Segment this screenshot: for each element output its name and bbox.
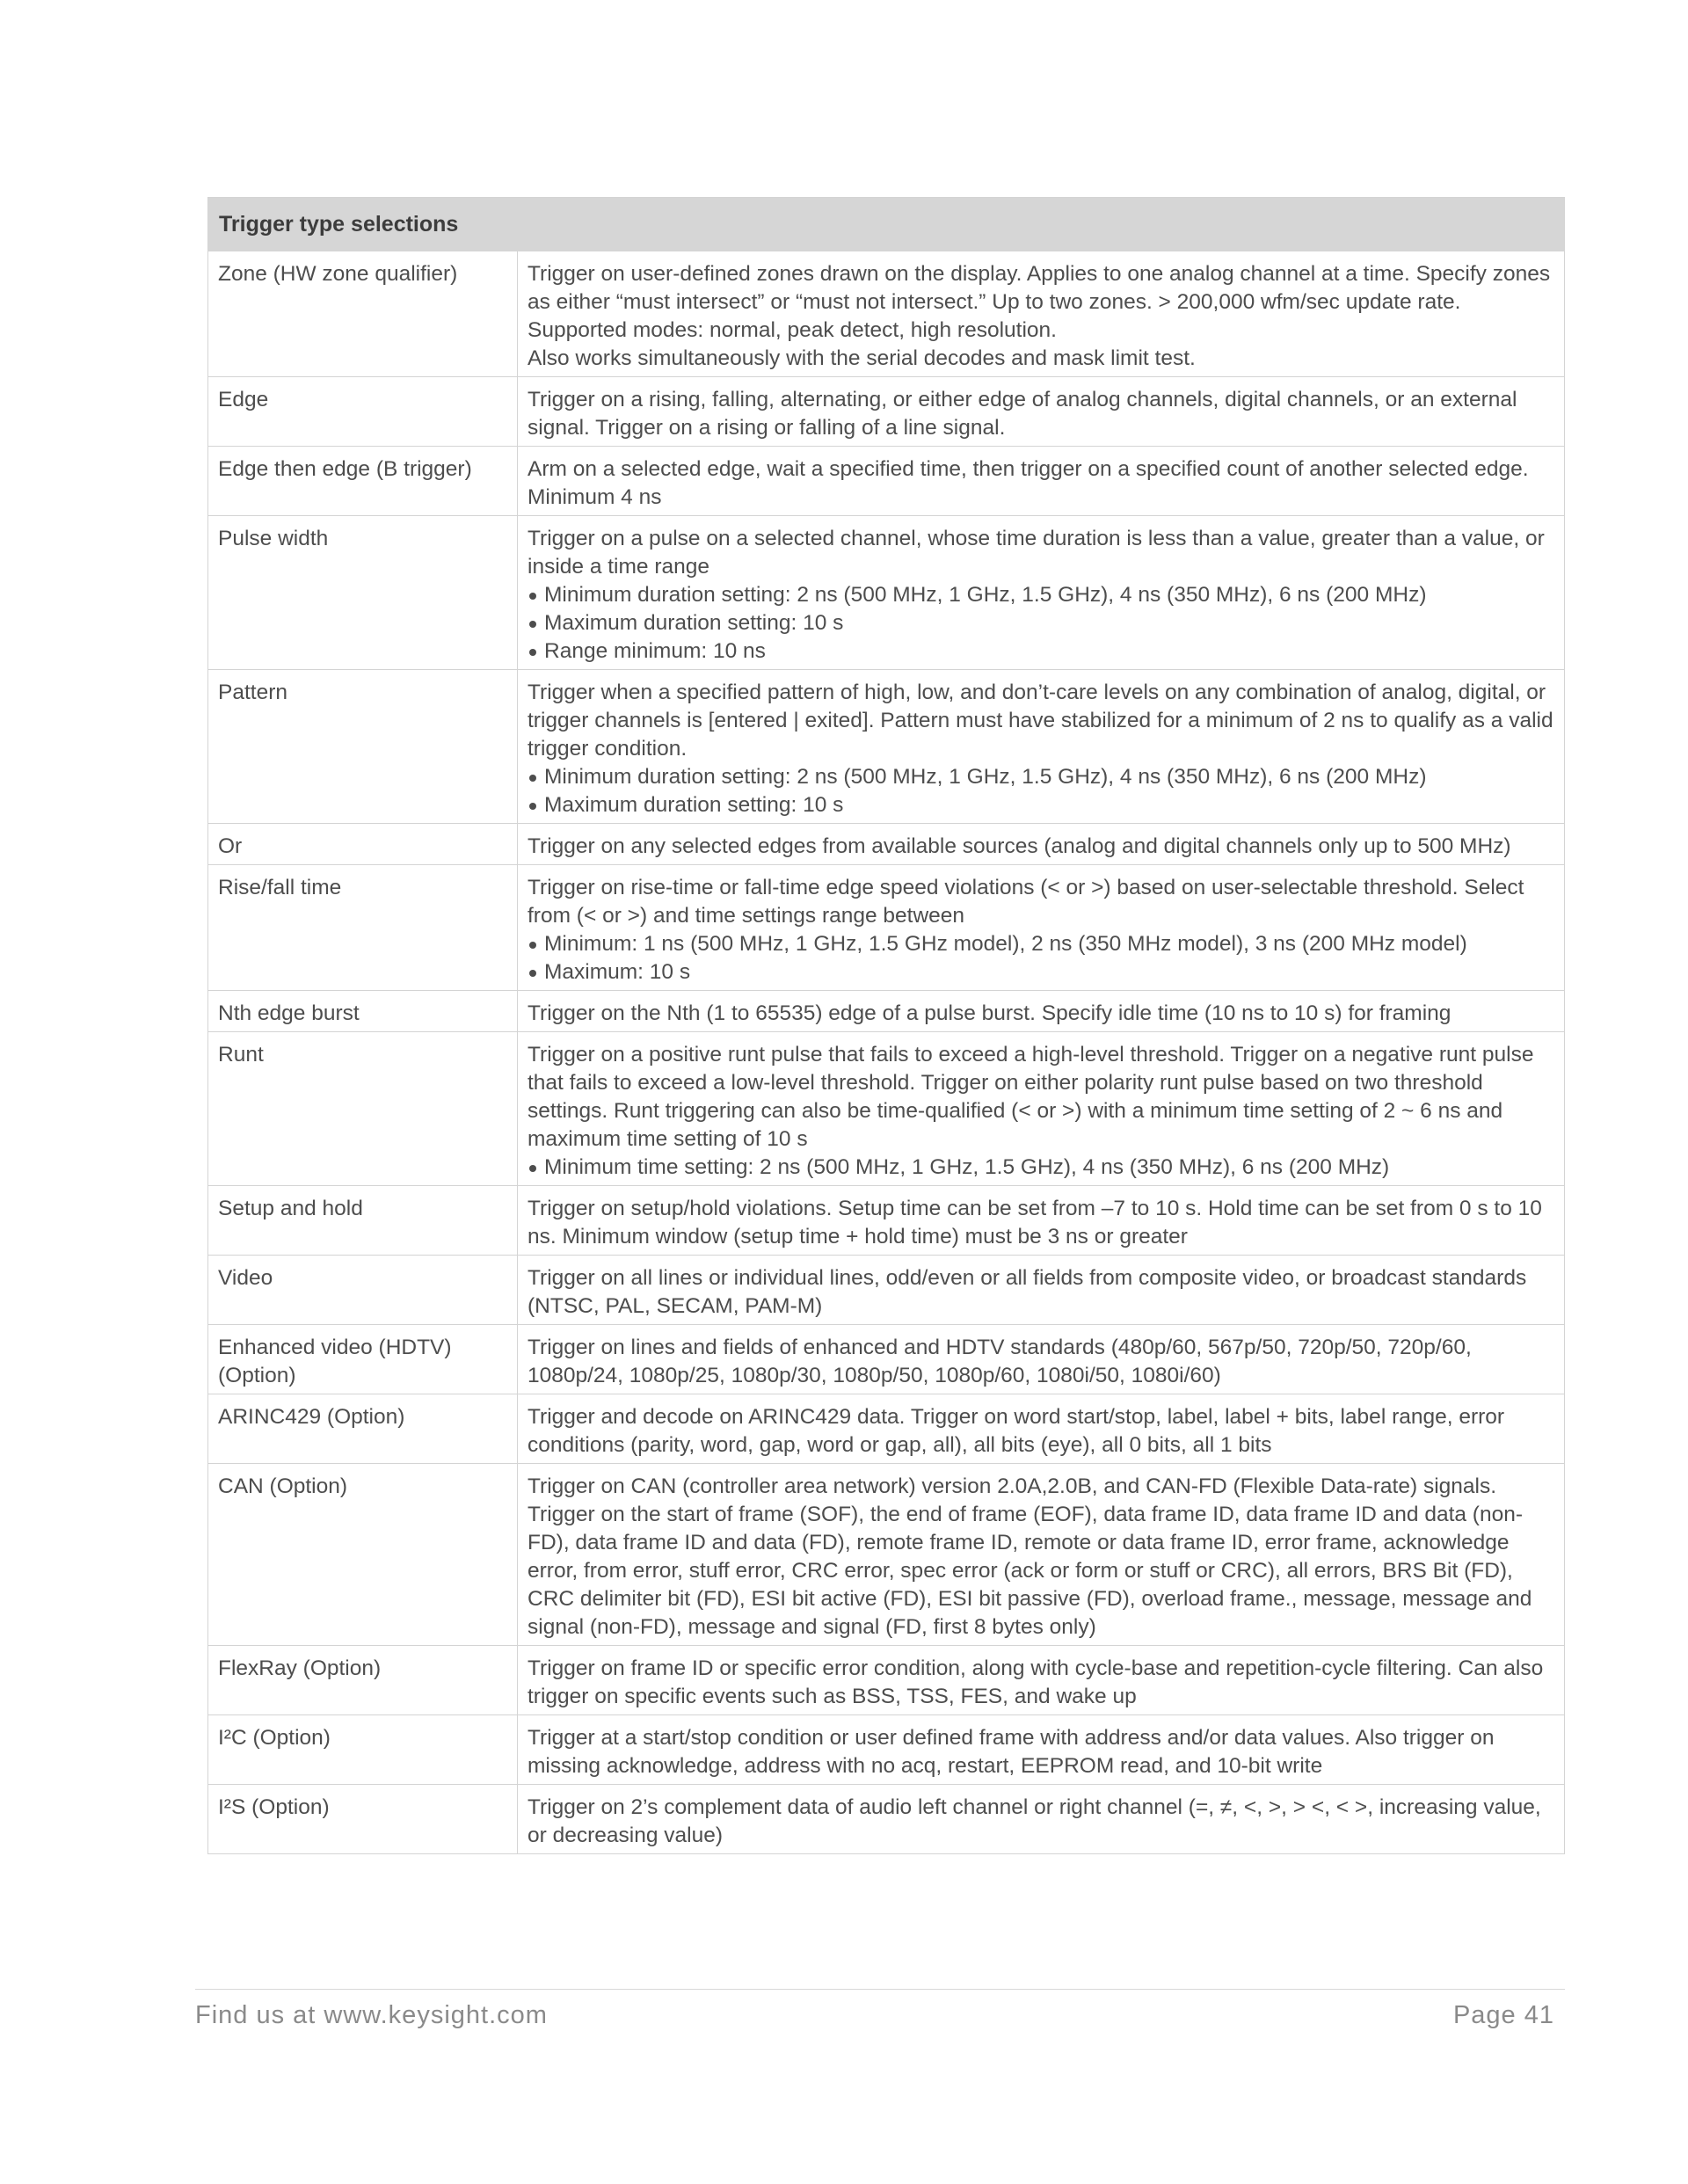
table-row: [208, 670, 1565, 824]
description-bullet: Minimum duration setting: 2 ns (500 MHz, 1 GHz, 1.5 GHz), 4 ns (350 MHz), 6 ns (200 MHz): [528, 581, 1554, 609]
description-line: Supported modes: normal, peak detect, high resolution.: [528, 318, 1057, 342]
description-line: Also works simultaneously with the serial decodes and mask limit test.: [528, 346, 1196, 370]
description-bullet-list: [528, 930, 1554, 986]
description-line: Trigger on lines and fields of enhanced and HDTV standards (480p/60, 567p/50, 720p/50, 720p/60, 1080p/24, 1080p/25, 1080p/30, 1080p/50, 1080p/60, 1080i/50, 1080i/60): [528, 1336, 1472, 1387]
trigger-type-name: CAN (Option): [208, 1464, 518, 1646]
table-header-row: [208, 198, 1565, 251]
description-bullet-list: [528, 581, 1554, 666]
trigger-type-name: Nth edge burst: [208, 991, 518, 1032]
table-row: [208, 865, 1565, 991]
trigger-type-description: [518, 377, 1565, 447]
table-row: [208, 251, 1565, 377]
trigger-type-description: [518, 991, 1565, 1032]
trigger-type-description: [518, 1186, 1565, 1256]
table-row: [208, 824, 1565, 865]
table-row: [208, 1646, 1565, 1715]
trigger-type-name: Video: [208, 1256, 518, 1325]
table-row: [208, 447, 1565, 516]
trigger-type-name: Edge: [208, 377, 518, 447]
trigger-type-description: [518, 670, 1565, 824]
description-line: Trigger on rise-time or fall-time edge speed violations (< or >) based on user-selectable threshold. Select from (< or >) and time settings range between: [528, 876, 1524, 928]
trigger-type-name: ARINC429 (Option): [208, 1394, 518, 1464]
trigger-type-description: [518, 1464, 1565, 1646]
table-row: [208, 377, 1565, 447]
trigger-type-description: [518, 824, 1565, 865]
trigger-type-description: [518, 251, 1565, 377]
trigger-type-name: Setup and hold: [208, 1186, 518, 1256]
trigger-type-name: I²S (Option): [208, 1785, 518, 1854]
description-bullet-list: [528, 1154, 1554, 1182]
trigger-type-description: [518, 1715, 1565, 1785]
trigger-type-name: Pulse width: [208, 516, 518, 670]
trigger-type-description: [518, 1256, 1565, 1325]
table-row: [208, 1464, 1565, 1646]
table-row: [208, 1785, 1565, 1854]
table-row: [208, 1032, 1565, 1186]
trigger-type-description: [518, 516, 1565, 670]
trigger-type-name: Enhanced video (HDTV) (Option): [208, 1325, 518, 1394]
trigger-type-name: FlexRay (Option): [208, 1646, 518, 1715]
trigger-type-name: Edge then edge (B trigger): [208, 447, 518, 516]
table-title: Trigger type selections: [208, 198, 1565, 251]
footer-page-number: Page 41: [1452, 2001, 1554, 2029]
description-line: Trigger on CAN (controller area network) version 2.0A,2.0B, and CAN-FD (Flexible Data-rate) signals. Trigger on the start of frame (SOF), the end of frame (EOF), data frame ID, data frame ID and data (non-FD), data frame ID and data (FD), remote frame ID, remote or data frame ID, error frame, acknowledge error, from error, stuff error, CRC error, spec error (ack or form or stuff or CRC), all errors, BRS Bit (FD), CRC delimiter bit (FD), ESI bit active (FD), ESI bit passive (FD), overload frame., message, message and signal (non-FD), message and signal (FD, first 8 bytes only): [528, 1474, 1532, 1639]
trigger-type-name: Rise/fall time: [208, 865, 518, 991]
description-bullet: Maximum duration setting: 10 s: [528, 609, 1554, 637]
footer-website: Find us at www.keysight.com: [195, 2001, 548, 2029]
trigger-type-description: [518, 447, 1565, 516]
table-row: [208, 1256, 1565, 1325]
trigger-type-description: [518, 1785, 1565, 1854]
description-bullet-list: [528, 763, 1554, 819]
description-line: Trigger on frame ID or specific error condition, along with cycle-base and repetition-cycle filtering. Can also trigger on specific events such as BSS, TSS, FES, and wake up: [528, 1656, 1544, 1708]
description-line: Trigger on the Nth (1 to 65535) edge of a pulse burst. Specify idle time (10 ns to 10 s) for framing: [528, 1001, 1452, 1025]
trigger-type-name: Zone (HW zone qualifier): [208, 251, 518, 377]
table-body: [208, 251, 1565, 1854]
description-bullet: Maximum duration setting: 10 s: [528, 791, 1554, 819]
trigger-type-description: [518, 1394, 1565, 1464]
table-row: [208, 1394, 1565, 1464]
trigger-type-name: Runt: [208, 1032, 518, 1186]
description-line: Trigger and decode on ARINC429 data. Trigger on word start/stop, label, label + bits, label range, error conditions (parity, word, gap, word or gap, all), all bits (eye), all 0 bits, all 1 bits: [528, 1405, 1505, 1457]
description-bullet: Maximum: 10 s: [528, 958, 1554, 986]
footer-divider: [195, 1989, 1565, 1990]
trigger-type-description: [518, 1032, 1565, 1186]
trigger-type-description: [518, 1325, 1565, 1394]
description-line: Trigger on a rising, falling, alternating, or either edge of analog channels, digital channels, or an external signal. Trigger on a rising or falling of a line signal.: [528, 388, 1517, 440]
table-row: [208, 1715, 1565, 1785]
description-line: Arm on a selected edge, wait a specified time, then trigger on a specified count of another selected edge. Minimum 4 ns: [528, 457, 1529, 509]
description-bullet: Minimum duration setting: 2 ns (500 MHz, 1 GHz, 1.5 GHz), 4 ns (350 MHz), 6 ns (200 MHz): [528, 763, 1554, 791]
description-bullet: Minimum time setting: 2 ns (500 MHz, 1 GHz, 1.5 GHz), 4 ns (350 MHz), 6 ns (200 MHz): [528, 1154, 1554, 1182]
description-line: Trigger on all lines or individual lines, odd/even or all fields from composite video, or broadcast standards (NTSC, PAL, SECAM, PAM-M): [528, 1266, 1527, 1318]
description-bullet: Range minimum: 10 ns: [528, 637, 1554, 666]
trigger-type-description: [518, 865, 1565, 991]
table-row: [208, 991, 1565, 1032]
trigger-type-description: [518, 1646, 1565, 1715]
table-row: [208, 516, 1565, 670]
description-line: Trigger on setup/hold violations. Setup time can be set from –7 to 10 s. Hold time can be set from 0 s to 10 ns. Minimum window (setup time + hold time) must be 3 ns or greater: [528, 1197, 1542, 1249]
description-line: Trigger on a pulse on a selected channel, whose time duration is less than a value, greater than a value, or inside a time range: [528, 527, 1545, 579]
description-line: Trigger on a positive runt pulse that fails to exceed a high-level threshold. Trigger on a negative runt pulse that fails to exceed a low-level threshold. Trigger on either polarity runt pulse based on two threshold settings. Runt triggering can also be time-qualified (< or >) with a minimum time setting of 2 ~ 6 ns and maximum time setting of 10 s: [528, 1043, 1534, 1151]
trigger-type-name: Or: [208, 824, 518, 865]
table-row: [208, 1186, 1565, 1256]
description-bullet: Minimum: 1 ns (500 MHz, 1 GHz, 1.5 GHz model), 2 ns (350 MHz model), 3 ns (200 MHz model): [528, 930, 1554, 958]
description-line: Trigger when a specified pattern of high, low, and don’t-care levels on any combination of analog, digital, or trigger channels is [entered | exited]. Pattern must have stabilized for a minimum of 2 ns to qualify as a valid trigger condition.: [528, 681, 1553, 761]
description-line: Trigger on any selected edges from available sources (analog and digital channels only up to 500 MHz): [528, 834, 1511, 858]
description-line: Trigger on user-defined zones drawn on the display. Applies to one analog channel at a time. Specify zones as either “must intersect” or “must not intersect.” Up to two zones. > 200,000 wfm/sec update rate.: [528, 262, 1551, 314]
trigger-type-name: I²C (Option): [208, 1715, 518, 1785]
table-row: [208, 1325, 1565, 1394]
description-line: Trigger at a start/stop condition or user defined frame with address and/or data values. Also trigger on missing acknowledge, address with no acq, restart, EEPROM read, and 10-bit write: [528, 1726, 1495, 1778]
trigger-type-name: Pattern: [208, 670, 518, 824]
trigger-type-table: [207, 197, 1565, 1854]
description-line: Trigger on 2’s complement data of audio left channel or right channel (=, ≠, <, >, > <, < >, increasing value, or decreasing value): [528, 1795, 1541, 1847]
